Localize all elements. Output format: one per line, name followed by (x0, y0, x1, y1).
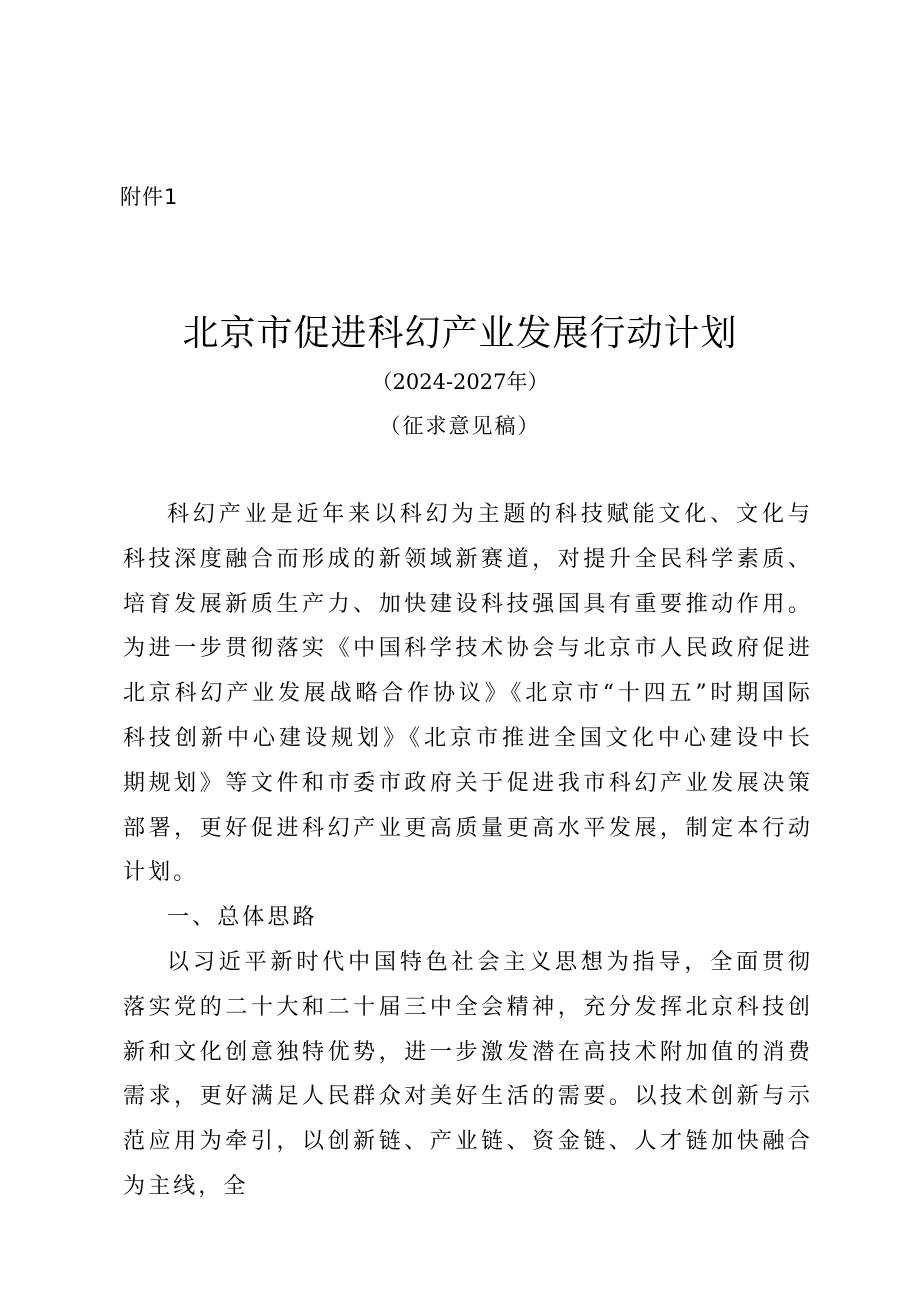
draft-note: （征求意见稿） (379, 414, 541, 438)
attachment-label: 附件1 (120, 185, 179, 209)
document-title: 北京市促进科幻产业发展行动计划 (182, 313, 738, 354)
document-body (123, 493, 813, 1210)
paragraph-guiding-thought: 以习近平新时代中国特色社会主义思想为指导，全面贯彻落实党的二十大和二十届三中全会精神，充分发挥北京科技创新和文化创意独特优势，进一步激发潜在高技术附加值的消费需求，更好满足人民群众对美好生活的需要。以技术创新与示范应用为牵引，以创新链、产业链、资金链、人才链加快融合为主线，全 (123, 949, 813, 1199)
paragraph-intro: 科幻产业是近年来以科幻为主题的科技赋能文化、文化与科技深度融合而形成的新领域新赛道，对提升全民科学素质、培育发展新质生产力、加快建设科技强国具有重要推动作用。为进一步贯彻落实《中国科学技术协会与北京市人民政府促进北京科幻产业发展战略合作协议》《北京市“十四五”时期国际科技创新中心建设规划》《北京市推进全国文化中心建设中长期规划》等文件和市委市政府关于促进我市科幻产业发展决策部署，更好促进科幻产业更高质量更高水平发展，制定本行动计划。 (123, 502, 813, 886)
document-years: （2024-2027年） (371, 370, 549, 394)
section-heading-overall-approach: 一、总体思路 (167, 905, 318, 931)
